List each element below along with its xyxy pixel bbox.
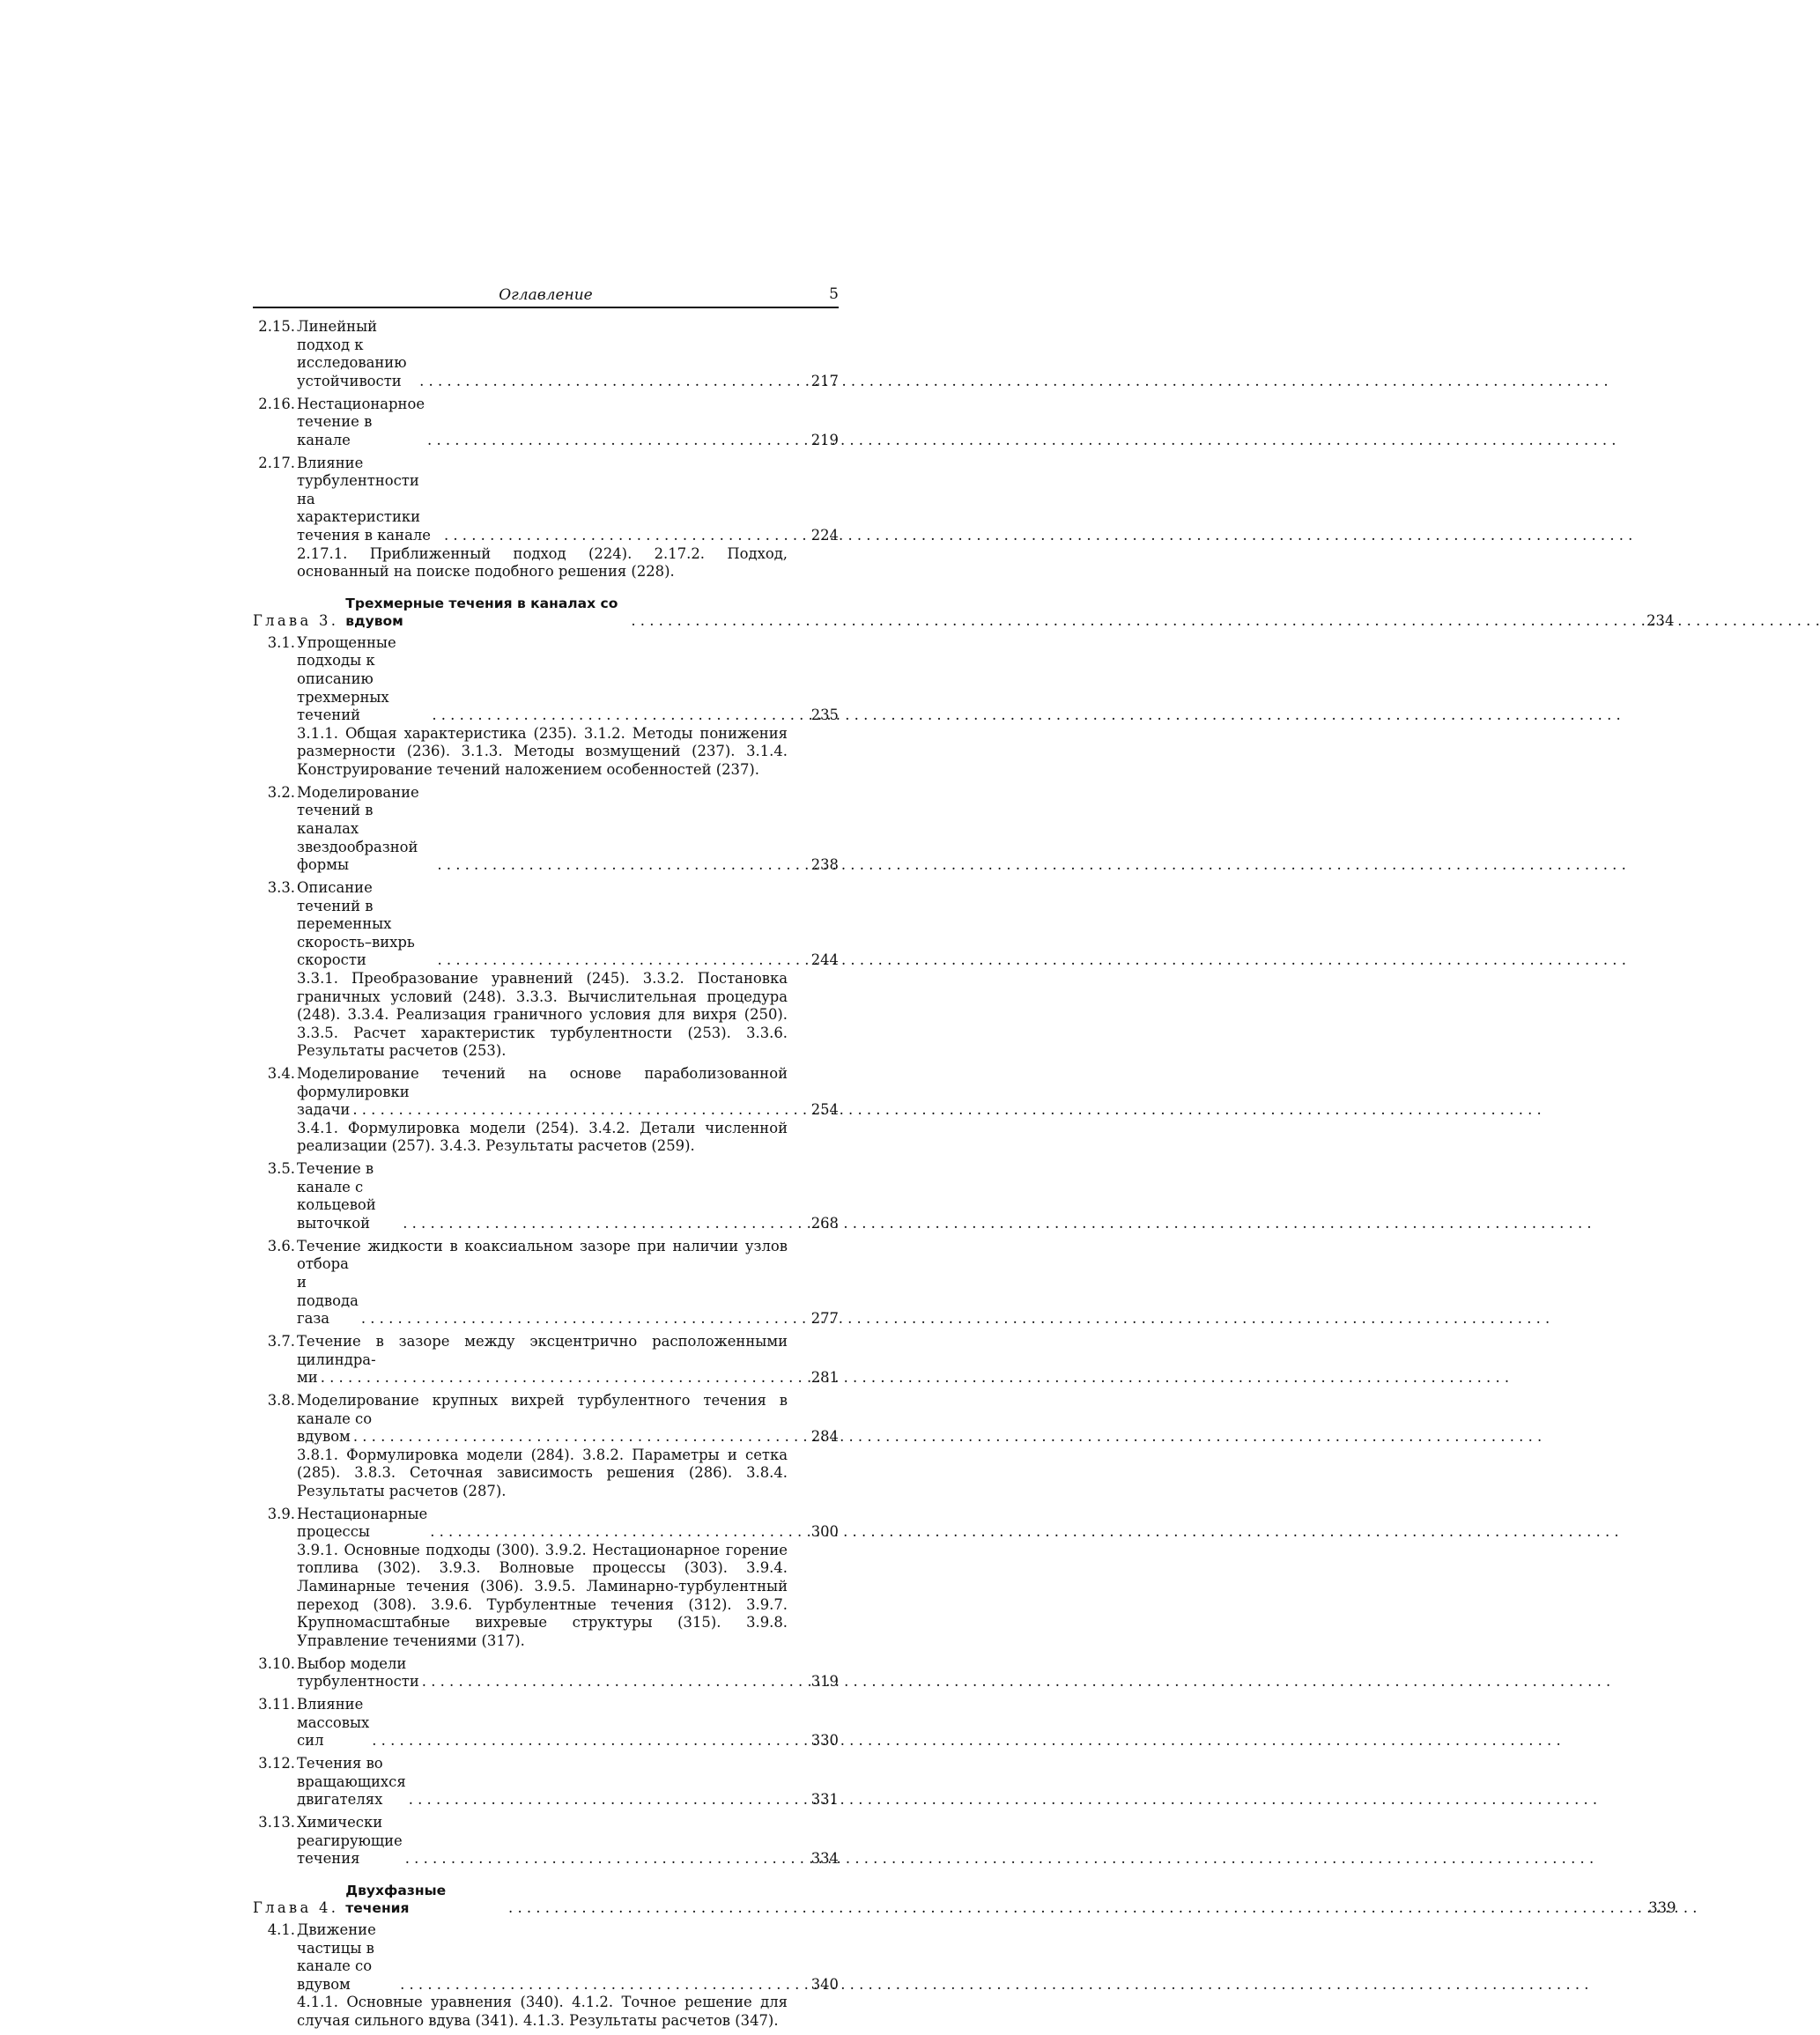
leader-dots [434,856,800,875]
header-page-number: 5 [829,285,839,303]
leader-dots [429,707,800,725]
section-title[interactable]: Влияние массовых сил [297,1696,370,1750]
section-page[interactable]: 281 [810,1369,839,1387]
section-line [297,395,839,450]
section-line [297,1505,839,1542]
toc-entry [253,1392,839,1501]
toc-entry [253,1238,839,1328]
section-body [295,1391,839,1501]
section-title-lead[interactable]: Течение жидкости в коаксиальном зазоре при наличии узлов отбора [297,1237,788,1273]
header-title: Оглавление [499,286,593,304]
section-title[interactable]: Выбор модели турбулентности [297,1654,419,1691]
section-page[interactable]: 238 [810,856,839,874]
leader-dots [506,1899,1638,1918]
section-body [295,1332,839,1388]
section-page[interactable]: 244 [810,951,839,969]
section-body [295,1654,839,1691]
chapter-title[interactable]: Двухфазные течения [345,1882,447,1917]
section-title[interactable]: задачи [297,1101,351,1119]
section-number: 3.5. [267,1160,295,1178]
section-page[interactable]: 334 [810,1850,839,1868]
section-title-lead[interactable]: Моделирование крупных вихрей турбулентного течения в канале со [297,1391,788,1427]
section-title[interactable]: Нестационарное течение в канале [297,395,425,448]
leader-dots [427,1523,800,1542]
section-body [295,395,839,450]
section-body [295,1237,839,1328]
toc-entry [253,455,839,581]
section-page[interactable]: 219 [810,431,839,448]
chapter-page[interactable]: 339 [1648,1899,1676,1917]
section-line [297,1274,839,1328]
subsections: 3.4.1. Формулировка модели (254). 3.4.2. Детали численной реализации (257). 3.4.3. Результаты расчетов (259). [297,1119,788,1155]
section-number: 2.15. [258,318,295,335]
section-body [295,1505,839,1651]
section-title[interactable]: Линейный подход к исследованию устойчивости [297,318,407,389]
table-of-contents [253,318,1676,2030]
section-number: 3.8. [267,1391,295,1409]
section-number: 3.13. [258,1813,295,1831]
section-number: 3.11. [258,1696,295,1713]
running-header [253,282,839,308]
section-line [297,318,839,390]
section-line [297,1813,839,1868]
toc-entry [253,1696,839,1750]
section-line [297,454,839,545]
leader-dots [441,527,800,545]
toc-entry [253,1160,839,1232]
leader-dots [406,1791,800,1809]
section-body [295,454,839,581]
toc-entry [253,879,839,1061]
section-page[interactable]: 235 [810,707,839,724]
toc-entry [253,1065,839,1156]
toc-entry [253,1755,839,1809]
leader-dots [397,1976,800,1994]
section-number: 3.4. [267,1065,295,1083]
chapter-line [253,1882,1676,1918]
section-title[interactable]: Движение частицы в канале со вдувом [297,1920,376,1993]
section-page[interactable]: 300 [810,1523,839,1541]
leader-dots [628,612,1635,631]
section-body [295,1160,839,1232]
section-title[interactable]: Химически реагирующие течения [297,1813,403,1868]
section-title[interactable]: Нестационарные процессы [297,1505,428,1541]
leader-dots [435,951,801,970]
section-line [297,633,839,725]
section-page[interactable]: 284 [810,1428,839,1446]
section-line [297,783,839,875]
section-title[interactable]: и подвода газа [297,1274,359,1328]
toc-entry [253,1655,839,1691]
toc-entry [253,396,839,450]
section-page[interactable]: 277 [810,1310,839,1328]
chapter-body [253,595,1675,631]
section-page[interactable]: 217 [810,372,839,389]
section-number: 4.1. [267,1920,295,1938]
section-number: 2.17. [258,454,295,471]
section-title[interactable]: вдувом [297,1428,351,1446]
toc-entry [253,318,839,390]
subsections: 3.9.1. Основные подходы (300). 3.9.2. Нестационарное горение топлива (302). 3.9.3. Волновые процессы (303). 3.9.4. Ламинарные течения (306). 3.9.5. Ламинарно-турбулентный переход (308). 3.9.6. Турбулентные течения (312). 3.9.7. Крупномасштабные вихревые структуры (315). 3.9.8. Управление течениями (317). [297,1541,788,1649]
subsections: 3.8.1. Формулировка модели (284). 3.8.2. Параметры и сетка (285). 3.8.3. Сеточная зависимость решения (286). 3.8.4. Результаты расчетов (287). [297,1446,788,1499]
section-page[interactable]: 224 [810,526,839,544]
leader-dots [369,1732,800,1750]
section-body [295,1813,839,1868]
section-title-lead[interactable]: Течение в зазоре между эксцентрично расположенными цилиндра- [297,1332,788,1368]
leader-dots [419,1673,800,1691]
chapter-label: Глава 3. [253,612,339,630]
toc-entry [253,1506,839,1651]
section-body [295,878,839,1061]
section-line [297,1654,839,1691]
subsections: 3.3.1. Преобразование уравнений (245). 3.3.2. Постановка граничных условий (248). 3.3.3. Вычислительная процедура (248). 3.3.4. Реализация граничного условия для вихря (250). 3.3.5. Расчет характеристик турбулентности (253). 3.3.6. Результаты расчетов (253). [297,969,788,1060]
leader-dots [318,1369,800,1388]
section-body [295,783,839,875]
section-title[interactable]: Течения во вращающихся двигателях [297,1754,406,1809]
section-number: 3.9. [267,1505,295,1522]
section-number: 3.3. [267,878,295,896]
section-title[interactable]: Влияние турбулентности на характеристики течения в канале [297,454,431,544]
section-body [295,1754,839,1809]
section-number: 3.10. [258,1654,295,1672]
leader-dots [417,373,800,391]
subsections: 2.17.1. Приближенный подход (224). 2.17.2. Подход, основанный на поиске подобного решения (228). [297,544,788,581]
toc-entry [253,1921,839,2031]
section-title[interactable]: Упрощенные подходы к описанию трехмерных течений [297,633,396,724]
section-number: 3.12. [258,1754,295,1772]
section-number: 3.2. [267,783,295,801]
subsections: 3.1.1. Общая характеристика (235). 3.1.2. Методы понижения размерности (236). 3.1.3. Методы возмущений (237). 3.1.4. Конструирование течений наложением особенностей (237). [297,724,788,779]
section-title[interactable]: ми [297,1369,318,1387]
toc-entry [253,784,839,875]
section-number: 3.6. [267,1237,295,1254]
chapter-page[interactable]: 234 [1646,612,1675,630]
page [253,282,1676,2035]
section-line [297,1696,839,1750]
section-line [297,1754,839,1809]
section-line [297,1101,839,1120]
leader-dots [359,1310,800,1328]
chapter-title[interactable]: Трехмерные течения в каналах со вдувом [345,595,618,630]
chapter-body [253,1882,1676,1918]
section-body [295,318,839,390]
section-title[interactable]: Течение в канале с кольцевой выточкой [297,1160,376,1232]
leader-dots [425,432,800,450]
chapter-heading [253,1882,1676,1918]
section-page[interactable]: 340 [810,1975,839,1993]
chapter-line [253,595,1675,631]
chapter-label: Глава 4. [253,1899,339,1917]
section-body [295,1696,839,1750]
section-page[interactable]: 319 [810,1673,839,1691]
section-line [297,1920,839,1994]
leader-dots [400,1215,800,1233]
chapter-heading [253,595,1675,631]
subsections: 4.1.1. Основные уравнения (340). 4.1.2. Точное решение для случая сильного вдува (341). 4.1.3. Результаты расчетов (347). [297,1994,788,2029]
toc-entry [253,1814,839,1868]
section-number: 2.16. [258,395,295,412]
section-body [295,633,839,780]
toc-entry [253,634,839,780]
section-line [297,878,839,970]
section-number: 3.7. [267,1332,295,1350]
section-title[interactable]: Описание течений в переменных скорость–вихрь скорости [297,878,415,969]
leader-dots [403,1850,800,1868]
section-page[interactable]: 330 [810,1732,839,1750]
toc-entry [253,1333,839,1388]
leader-dots [351,1428,800,1447]
section-line [297,1428,839,1447]
section-page[interactable]: 331 [810,1791,839,1809]
section-body [295,1065,839,1156]
section-line [297,1160,839,1232]
section-page[interactable]: 254 [810,1101,839,1119]
section-number: 3.1. [267,633,295,651]
section-title-lead[interactable]: Моделирование течений на основе параболизованной формулировки [297,1065,788,1100]
section-body [295,1920,839,2031]
leader-dots [350,1101,800,1120]
section-title[interactable]: Моделирование течений в каналах звездообразной формы [297,783,419,874]
section-line [297,1369,839,1388]
section-page[interactable]: 268 [810,1215,839,1232]
